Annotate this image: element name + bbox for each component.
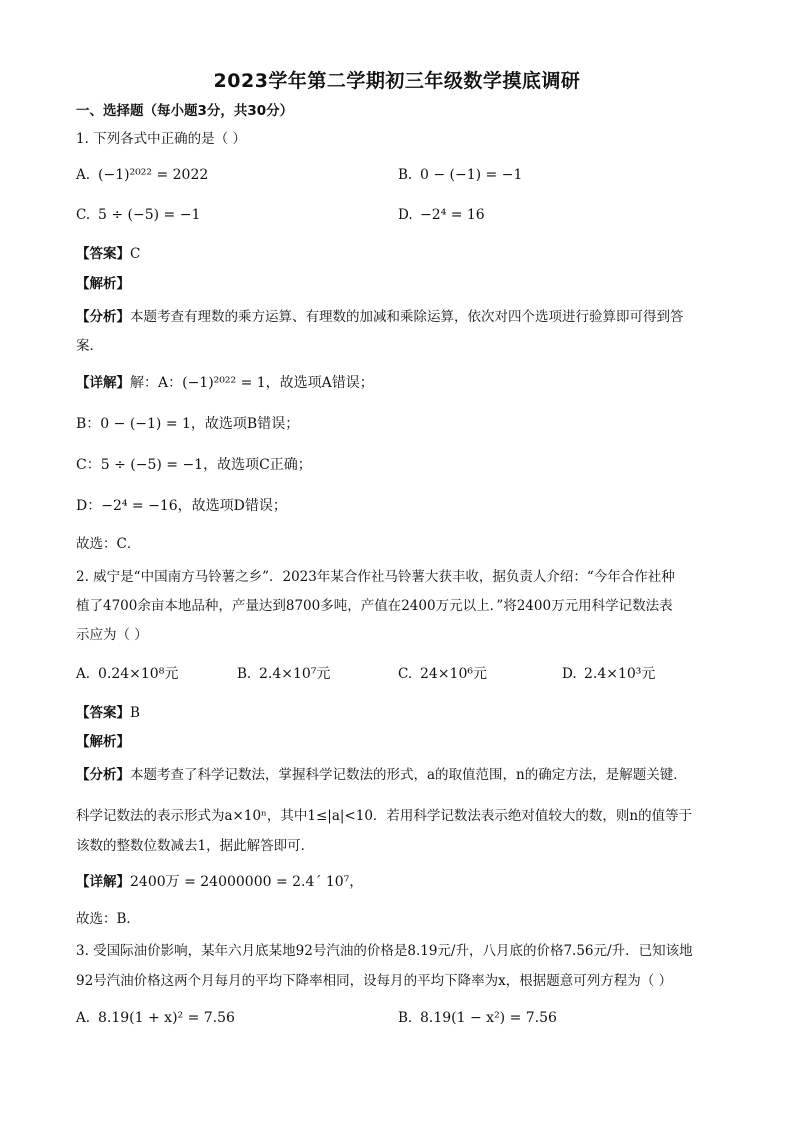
q2-analysis-line-2: 科学记数法的表示形式为a×10ⁿ，其中1≤|a|<10．若用科学记数法表示绝对值较大的数，则n的值等于 bbox=[76, 808, 693, 824]
option-label: A. bbox=[76, 666, 91, 682]
q1-option-b bbox=[398, 165, 522, 185]
q1-stem: 1. 下列各式中正确的是（ ） bbox=[76, 131, 246, 147]
analysis-text: 本题考查了科学记数法，掌握科学记数法的形式，a的取值范围，n的确定方法，是解题关键． bbox=[130, 767, 687, 783]
option-label: D. bbox=[562, 666, 577, 682]
q1-analysis-line-2: 案． bbox=[76, 338, 103, 354]
q2-jiexi-tag: 【解析】 bbox=[76, 734, 130, 750]
q1-choose: 故选：C． bbox=[76, 536, 141, 552]
option-expr: 0.24×10⁸元 bbox=[98, 666, 179, 682]
detail-text: 解：A：(−1)²⁰²² = 1，故选项A错误； bbox=[130, 375, 374, 391]
option-label: B. bbox=[398, 167, 413, 183]
option-expr: 2.4×10³元 bbox=[584, 666, 656, 682]
q1-answer bbox=[76, 244, 140, 264]
option-label: B. bbox=[237, 666, 252, 682]
q2-analysis-line-3: 该数的整数位数减去1，据此解答即可． bbox=[76, 838, 315, 854]
q3-stem-line-2: 92号汽油价格这两个月每月的平均下降率相同，设每月的平均下降率为x，根据题意可列方程为（ ） bbox=[76, 973, 673, 989]
q1-jiexi-tag: 【解析】 bbox=[76, 276, 130, 292]
answer-value: B bbox=[130, 705, 140, 721]
q1-detail-b: B：0 − (−1) = 1，故选项B错误； bbox=[76, 416, 300, 432]
section-heading: 一、选择题（每小题3分，共30分） bbox=[76, 103, 294, 119]
q3-stem-line-1: 3. 受国际油价影响，某年六月底某地92号汽油的价格是8.19元/升，八月底的价格7.56元/升．已知该地 bbox=[76, 943, 693, 959]
option-expr: 2.4×10⁷元 bbox=[259, 666, 331, 682]
option-label: B. bbox=[398, 1010, 413, 1026]
option-label: C. bbox=[76, 207, 91, 223]
analysis-text: 本题考查有理数的乘方运算、有理数的加减和乘除运算，依次对四个选项进行验算即可得到答 bbox=[130, 309, 684, 325]
q2-option-b bbox=[237, 664, 330, 684]
q2-stem-line-1: 2. 威宁是“中国南方马铃薯之乡”．2023年某合作社马铃薯大获丰收，据负责人介绍：“今年合作社种 bbox=[76, 569, 675, 585]
q2-option-a bbox=[76, 664, 178, 684]
option-label: A. bbox=[76, 167, 91, 183]
q1-detail-a bbox=[76, 373, 374, 393]
q2-option-c bbox=[398, 664, 487, 684]
q1-option-a bbox=[76, 165, 208, 185]
detail-tag: 【详解】 bbox=[76, 375, 130, 391]
detail-text: 2400万 = 24000000 = 2.4´ 10⁷， bbox=[130, 874, 364, 890]
q2-stem-line-3: 示应为（ ） bbox=[76, 627, 148, 643]
q1-detail-c: C：5 ÷ (−5) = −1，故选项C正确； bbox=[76, 457, 312, 473]
option-label: D. bbox=[398, 207, 413, 223]
option-expr: (−1)²⁰²² = 2022 bbox=[98, 167, 209, 183]
q1-option-c bbox=[76, 205, 200, 225]
q1-detail-d: D：−2⁴ = −16，故选项D错误； bbox=[76, 498, 287, 514]
analysis-tag: 【分析】 bbox=[76, 309, 130, 325]
option-expr: −2⁴ = 16 bbox=[420, 207, 485, 223]
option-label: C. bbox=[398, 666, 413, 682]
option-expr: 5 ÷ (−5) = −1 bbox=[98, 207, 201, 223]
page-title: 2023学年第二学期初三年级数学摸底调研 bbox=[213, 70, 581, 92]
q2-answer bbox=[76, 703, 140, 723]
analysis-tag: 【分析】 bbox=[76, 767, 130, 783]
answer-value: C bbox=[130, 246, 141, 262]
option-label: A. bbox=[76, 1010, 91, 1026]
q2-option-d bbox=[562, 664, 655, 684]
q1-analysis-line-1 bbox=[76, 307, 684, 327]
answer-tag: 【答案】 bbox=[76, 246, 130, 262]
detail-tag: 【详解】 bbox=[76, 874, 130, 890]
option-expr: 8.19(1 + x)² = 7.56 bbox=[98, 1010, 235, 1026]
q3-option-a bbox=[76, 1008, 235, 1028]
q3-option-b bbox=[398, 1008, 557, 1028]
q2-choose: 故选：B． bbox=[76, 911, 140, 927]
answer-tag: 【答案】 bbox=[76, 705, 130, 721]
q2-stem-line-2: 植了4700余亩本地品种，产量达到8700多吨，产值在2400万元以上．”将2400万元用科学记数法表 bbox=[76, 598, 673, 614]
q2-analysis-line-1 bbox=[76, 765, 687, 785]
q1-option-d bbox=[398, 205, 485, 225]
option-expr: 24×10⁶元 bbox=[420, 666, 487, 682]
q2-detail bbox=[76, 872, 363, 892]
option-expr: 0 − (−1) = −1 bbox=[420, 167, 523, 183]
option-expr: 8.19(1 − x²) = 7.56 bbox=[420, 1010, 557, 1026]
